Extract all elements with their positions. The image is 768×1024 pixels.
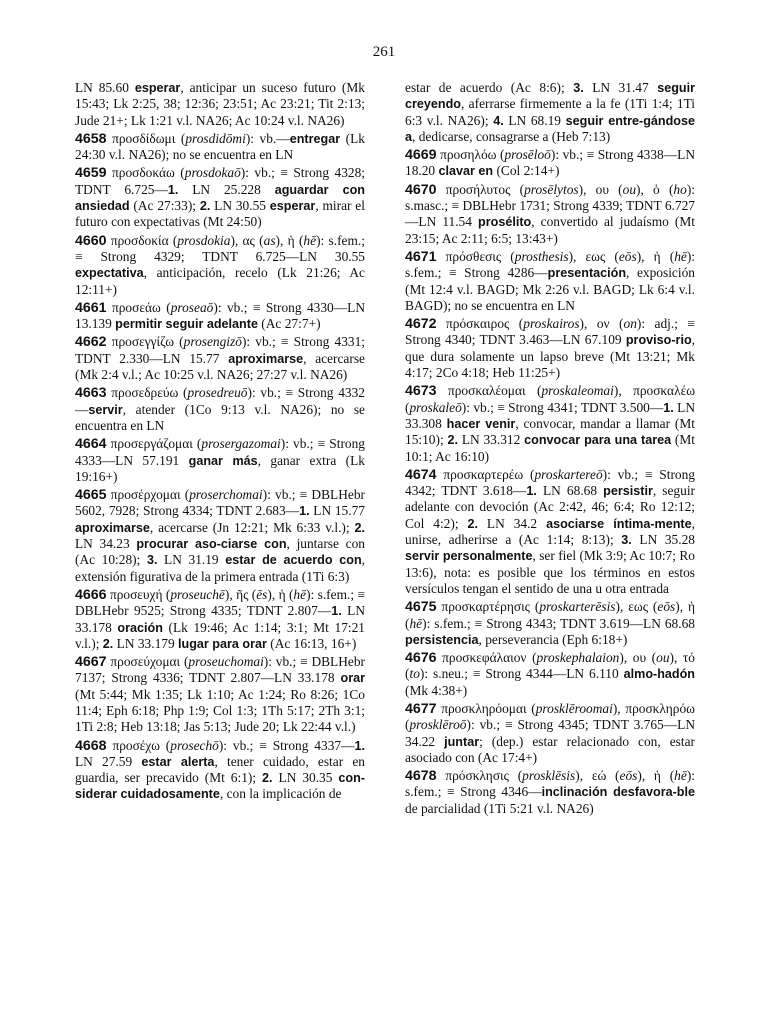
bold-term: 3. [621, 533, 632, 548]
bold-term: servir personalmente [405, 549, 533, 564]
entry-text: LN 68.68 [536, 483, 604, 499]
transliteration: to [409, 666, 420, 682]
entry-text: (Lk 24:30 v.l. NA26); no se encuentra en LN [75, 130, 365, 163]
entry-text: προσκληρόομαι ( [436, 700, 536, 716]
entry-text: προσκαρτερέω ( [436, 466, 535, 482]
entry-text: ): vb.; ≡ Strong 4341; TDNT 3.500— [461, 399, 664, 415]
entry-text: προσδοκία ( [106, 232, 178, 248]
entry-text: προσκαλέομαι ( [436, 383, 542, 399]
entry-text: ): vb.; ≡ DBLHebr 5602, 7928; Strong 4334; TDNT 2.683— [75, 487, 365, 519]
entry-text: (Lk 19:46; Ac 1:14; 3:1; Mt 17:21 v.l.); [75, 619, 365, 651]
entry-text: , convertido al judaísmo (Mt 23:15; Ac 2:11; 6:5; 13:43+) [405, 214, 695, 246]
entry-text: ; (dep.) estar relacionado con, estar asociado con (Ac 17:4+) [405, 733, 695, 765]
bold-term: 1. [331, 604, 342, 619]
transliteration: prosēlytos [524, 181, 579, 197]
entry-text: προσκεφάλαιον ( [436, 650, 537, 666]
entry-text: ): s.masc.; ≡ DBLHebr 1731; Strong 4339; TDNT 6.727—LN 11.54 [405, 181, 695, 230]
continued-entry [75, 80, 365, 129]
entry-text: πρόσθεσις ( [436, 248, 515, 264]
bold-term: prosélito [478, 215, 532, 230]
dictionary-entry [405, 599, 695, 648]
bold-term: presentación [547, 266, 627, 281]
bold-term: 2. [447, 433, 459, 448]
entry-text: LN 31.19 [157, 552, 226, 568]
transliteration: ēs [256, 586, 268, 602]
transliteration: hē [409, 615, 423, 631]
entry-number: 4669 [405, 147, 437, 164]
bold-term: estar de acuerdo con [225, 553, 362, 568]
entry-text: προσεγγίζω ( [106, 334, 184, 350]
bold-term: asociarse íntima-mente [546, 516, 692, 531]
entry-text: , exposición (Mt 12:4 v.l. BAGD; Mk 2:26 v.l. BAGD; Lk 6:4 v.l. BAGD); no se encuentra en LN [405, 265, 695, 313]
entry-text: ): s.fem.; ≡ DBLHebr 9525; Strong 4335; TDNT 2.807— [75, 586, 365, 619]
transliteration: prosdokaō [184, 165, 241, 181]
entry-text: ), τό ( [405, 650, 695, 682]
entry-text: LN 34.2 [478, 515, 547, 531]
entry-number: 4659 [75, 165, 107, 182]
left-column [75, 80, 365, 805]
entry-text: LN 33.179 [113, 635, 179, 651]
transliteration: proskairos [523, 316, 580, 332]
entry-number: 4675 [405, 599, 437, 616]
entry-text: LN 30.55 [210, 198, 270, 214]
entry-text: προσκαρτέρησις ( [436, 599, 540, 615]
transliteration: prosdidōmi [185, 130, 246, 146]
entry-number: 4673 [405, 383, 437, 400]
bold-term: 1. [663, 400, 674, 415]
entry-text: , mirar el futuro con expectativas (Mt 24:50) [75, 198, 365, 230]
entry-text: (Mk 4:38+) [405, 682, 468, 698]
entry-text: LN 85.60 [75, 80, 135, 95]
bold-term: 1. [167, 182, 179, 197]
entry-text: ), ἡ ( [636, 248, 675, 264]
transliteration: proserchomai [189, 487, 263, 503]
entry-text: προσεάω ( [106, 299, 171, 315]
bold-term: aproximarse [75, 520, 150, 535]
transliteration: proseuchomai [188, 654, 264, 670]
dictionary-entry [75, 131, 365, 164]
bold-term: orar [340, 671, 365, 686]
entry-text: LN 33.312 [458, 432, 525, 448]
entry-number: 4662 [75, 334, 107, 351]
bold-term: procurar aso-ciarse con [136, 537, 287, 552]
entry-text: LN 30.35 [272, 770, 339, 786]
transliteration: eōs [657, 599, 676, 615]
transliteration: hē [674, 248, 687, 264]
bold-term: estar alerta [141, 754, 215, 769]
entry-number: 4671 [405, 248, 437, 265]
transliteration: prosklēroō [409, 717, 467, 733]
entry-text: ), ῆς ( [224, 586, 257, 602]
entry-text: προσέρχομαι ( [106, 487, 190, 503]
entry-number: 4658 [75, 130, 107, 147]
transliteration: proskaleomai [541, 383, 614, 399]
bold-term: aguardar con ansiedad [75, 182, 365, 214]
entry-text: , con la implicación de [219, 786, 342, 802]
entry-text: ), εως ( [615, 599, 658, 615]
transliteration: ho [673, 181, 687, 197]
entry-text: ): s.fem.; ≡ Strong 4329; TDNT 6.725—LN 30.55 [75, 232, 365, 264]
transliteration: prosdokia [177, 232, 231, 248]
entry-text: πρόσκλησις ( [436, 768, 523, 784]
entry-text: ), ἡ ( [267, 586, 294, 602]
transliteration: prosthesis [514, 248, 569, 264]
bold-term: convocar para una tarea [524, 433, 672, 448]
entry-text: προσευχή ( [106, 586, 171, 602]
entry-text: προσηλόω ( [436, 147, 505, 163]
bold-term: esperar [269, 199, 316, 214]
transliteration: prosergazomai [201, 436, 281, 452]
entry-text: ), ὁ ( [636, 181, 674, 197]
continued-entry [405, 80, 695, 145]
bold-term: seguir creyendo [405, 81, 695, 112]
entry-text: ): vb.— [245, 130, 290, 146]
transliteration: prosechō [170, 737, 219, 753]
entry-text: (Mt 10:1; Ac 16:10) [405, 432, 696, 464]
entry-text: estar de acuerdo (Ac 8:6); [405, 80, 574, 95]
entry-text: LN 33.308 [405, 399, 695, 431]
bold-term: hacer venir [446, 416, 516, 431]
transliteration: proskarterēsis [539, 599, 616, 615]
dictionary-entry [75, 587, 365, 652]
entry-text: ), ἡ ( [275, 232, 304, 248]
dictionary-entry [75, 300, 365, 333]
dictionary-entry [75, 165, 365, 230]
bold-term: ganar más [188, 453, 258, 468]
entry-text: ), ου ( [578, 181, 623, 197]
bold-term: lugar para orar [178, 636, 267, 651]
dictionary-entry [405, 383, 695, 464]
entry-number: 4678 [405, 768, 437, 785]
transliteration: ou [656, 650, 670, 666]
entry-number: 4670 [405, 181, 437, 198]
entry-text: ), ας ( [230, 232, 264, 248]
entry-text: (Col 2:14+) [493, 163, 560, 179]
bold-term: 2. [262, 771, 273, 786]
transliteration: proseuchē [170, 586, 225, 602]
entry-text: , perseverancia (Eph 6:18+) [478, 631, 628, 647]
entry-text: LN 33.178 [75, 603, 365, 635]
transliteration: hē [303, 232, 317, 248]
entry-text: ): adj.; ≡ Strong 4340; TDNT 3.463—LN 67.109 [405, 316, 695, 348]
entry-text: , acercarse (Jn 12:21; Mk 6:33 v.l.); [149, 519, 355, 535]
dictionary-entry [405, 182, 695, 247]
entry-number: 4667 [75, 654, 107, 671]
entry-text: προσήλυτος ( [436, 181, 525, 197]
bold-term: 1. [526, 484, 537, 499]
entry-text: (Ac 27:7+) [257, 316, 321, 332]
dictionary-entry [75, 233, 365, 298]
transliteration: eōs [619, 768, 638, 784]
entry-text: ): vb.; ≡ DBLHebr 7137; Strong 4336; TDNT 2.807—LN 33.178 [75, 654, 365, 686]
bold-term: 2. [102, 636, 114, 651]
transliteration: prosengizō [183, 334, 242, 350]
bold-term: proviso-rio [625, 333, 692, 348]
bold-term: aproximarse [228, 351, 304, 366]
dictionary-entry [75, 436, 365, 485]
bold-term: servir [88, 402, 123, 417]
entry-text: ): vb.; ≡ Strong 4342; TDNT 3.618— [405, 466, 695, 499]
entry-text: , unirse, adherirse a (Ac 1:14; 8:13); [405, 515, 695, 548]
entry-text: LN 31.47 [583, 80, 658, 95]
bold-term: 1. [354, 738, 365, 753]
entry-text: ): vb.; ≡ Strong 4328; TDNT 6.725— [75, 165, 365, 197]
entry-text: ): s.fem.; ≡ Strong 4343; TDNT 3.619—LN 68.68 [422, 615, 695, 631]
entry-text: ), ἡ ( [405, 599, 696, 631]
entry-text: ): vb.; ≡ Strong 4338—LN 18.20 [405, 147, 695, 179]
entry-text: προσεύχομαι ( [106, 654, 189, 670]
entry-text: ), εως ( [568, 248, 619, 264]
transliteration: eōs [618, 248, 637, 264]
entry-text: προσδίδωμι ( [106, 130, 186, 146]
entry-number: 4674 [405, 466, 437, 483]
entry-text: προσέχω ( [106, 737, 171, 753]
entry-number: 4676 [405, 650, 437, 667]
entry-number: 4663 [75, 385, 107, 402]
page-number: 261 [372, 44, 396, 60]
entry-number: 4664 [75, 436, 107, 453]
entry-text: , atender (1Co 9:13 v.l. NA26); no se encuentra en LN [75, 401, 365, 433]
bold-term: seguir entre-gándose a [405, 113, 695, 144]
entry-text: προσδοκάω ( [106, 165, 185, 181]
bold-term: 2. [199, 199, 211, 214]
transliteration: on [623, 316, 637, 332]
entry-text: ), ἡ ( [637, 768, 675, 784]
bold-term: 3. [573, 81, 584, 95]
transliteration: ou [622, 181, 637, 197]
bold-term: 2. [354, 520, 365, 535]
right-column [405, 80, 695, 819]
entry-text: προσεδρεύω ( [106, 385, 188, 401]
transliteration: proskaleō [409, 399, 462, 415]
entry-text: ): vb.; ≡ Strong 4345; TDNT 3.765—LN 34.22 [405, 717, 695, 749]
entry-text: ), ου ( [619, 650, 657, 666]
bold-term: 3. [146, 553, 158, 568]
entry-text: (Ac 16:13, 16+) [266, 635, 357, 651]
transliteration: proseaō [170, 299, 214, 315]
dictionary-entry [75, 738, 365, 803]
entry-text: , ser fiel (Mk 3:9; Ac 10:7; Ro 13:6), nota: es posible que los términos en estos versículos tengan el sentido de una u otra entrada [405, 548, 695, 596]
entry-number: 4668 [75, 737, 107, 754]
dictionary-entry [405, 316, 695, 381]
dictionary-entry [405, 701, 695, 766]
entry-text: , extensión figurativa de la primera entrada (1Ti 6:3) [75, 552, 366, 584]
entry-text: ): s.neu.; ≡ Strong 4344—LN 6.110 [419, 666, 624, 682]
entry-text: , dedicarse, consagrarse a (Heb 7:13) [412, 128, 611, 144]
bold-term: juntar [444, 734, 480, 749]
entry-text: ), εώ ( [575, 768, 620, 784]
transliteration: prosklēsis [522, 768, 576, 784]
transliteration: as [263, 232, 276, 248]
bold-term: 4. [493, 113, 504, 128]
bold-term: almo-hadón [623, 667, 695, 682]
transliteration: hē [674, 768, 687, 784]
entry-text: , juntarse con (Ac 10:28); [75, 536, 365, 568]
transliteration: prosēloō [504, 147, 551, 163]
entry-text: ), προσκληρόω ( [405, 700, 695, 733]
entry-number: 4672 [405, 316, 437, 333]
entry-text: (Ac 27:33); [129, 198, 200, 214]
entry-number: 4666 [75, 586, 107, 603]
dictionary-entry [75, 487, 365, 585]
dictionary-entry [75, 385, 365, 434]
dictionary-entry [405, 147, 695, 180]
bold-term: 2. [467, 516, 478, 531]
bold-term: clavar en [438, 164, 494, 179]
entry-number: 4665 [75, 487, 107, 504]
entry-text: , seguir adelante con devoción (Ac 2:42, 46; 6:4; Ro 12:12; Col 4:2); [405, 483, 695, 531]
entry-text: ): vb.; ≡ Strong 4333—LN 57.191 [75, 436, 365, 468]
entry-text: , que dura solamente un lapso breve (Mt 13:21; Mk 4:17; 2Co 4:18; Heb 11:25+) [405, 332, 695, 381]
entry-text: , aferrarse firmemente a la fe (1Ti 1:4; 1Ti 6:3 v.l. NA26); [405, 96, 695, 128]
entry-text: ): s.fem.; ≡ Strong 4286— [405, 248, 696, 281]
entry-text: LN 27.59 [75, 753, 142, 769]
transliteration: prosklēroomai [535, 700, 613, 716]
bold-term: esperar [134, 81, 181, 95]
entry-text: , ganar extra (Lk 19:16+) [75, 452, 366, 484]
entry-text: de parcialidad (1Ti 5:21 v.l. NA26) [405, 800, 594, 816]
entry-text: , anticipar un suceso futuro (Mk 15:43; Lk 2:25, 38; 12:36; 23:51; Ac 23:21; Tit 2:13; Jude 21+; Lk 1:21 v.l. NA26; Ac 10:24 v.l. NA26) [75, 80, 365, 128]
dictionary-entry [75, 334, 365, 383]
bold-term: entregar [289, 131, 341, 146]
bold-term: persistir [603, 484, 653, 499]
entry-text: , tener cuidado, estar en guardia, ser precavido (Mt 6:1); [75, 753, 365, 786]
entry-text: ): vb.; ≡ Strong 4331; TDNT 2.330—LN 15.77 [75, 334, 366, 366]
transliteration: proskartereō [534, 466, 603, 482]
entry-text: , acercarse (Mk 2:4 v.l.; Ac 10:25 v.l. NA26; 27:27 v.l. NA26) [75, 350, 365, 383]
dictionary-entry [75, 654, 365, 735]
entry-text: LN 35.28 [631, 532, 695, 548]
entry-text: , convocar, mandar a llamar (Mt 15:10); [405, 415, 695, 448]
entry-number: 4677 [405, 700, 437, 717]
entry-text: ): vb.; ≡ Strong 4330—LN 13.139 [75, 299, 365, 332]
bold-term: permitir seguir adelante [115, 317, 258, 332]
entry-text: ): s.fem.; ≡ Strong 4346— [405, 768, 695, 800]
entry-text: ), προσκαλέω ( [405, 383, 696, 415]
bold-term: 1. [299, 504, 310, 519]
bold-term: oración [117, 620, 163, 635]
entry-text: LN 25.228 [178, 181, 275, 197]
entry-text: , anticipación, recelo (Lk 21:26; Ac 12:11+) [75, 265, 365, 297]
entry-text: LN 15.77 [309, 503, 365, 519]
bold-term: con-siderar cuidadosamente [75, 771, 365, 802]
transliteration: prosedreuō [187, 385, 248, 401]
entry-text: πρόσκαιρος ( [436, 316, 524, 332]
entry-text: LN 68.19 [503, 112, 566, 128]
bold-term: expectativa [75, 266, 144, 281]
transliteration: hē [293, 586, 307, 602]
transliteration: proskephalaion [536, 650, 620, 666]
entry-number: 4661 [75, 299, 107, 316]
entry-text: (Mt 5:44; Mk 1:35; Lk 1:10; Ac 1:24; Ro 8:26; 1Co 11:4; Eph 6:18; Php 1:9; Col 1:3; 1Th 5:17; 2Th 3:1; 1Ti 2:8; Heb 13:18; Jas 5:13; Jude 20; Lk 22:44 v.l.) [75, 686, 365, 735]
entry-text: ): vb.; ≡ Strong 4332— [75, 385, 365, 417]
entry-text: LN 34.23 [75, 536, 137, 552]
dictionary-entry [405, 650, 695, 699]
entry-text: ): vb.; ≡ Strong 4337— [218, 737, 355, 753]
dictionary-entry [405, 249, 695, 314]
entry-number: 4660 [75, 232, 107, 249]
bold-term: persistencia [405, 632, 479, 647]
dictionary-entry [405, 467, 695, 597]
entry-text: προσεργάζομαι ( [106, 436, 202, 452]
entry-text: ), ον ( [579, 316, 624, 332]
dictionary-entry [405, 768, 695, 817]
bold-term: inclinación desfavora-ble [541, 785, 695, 800]
